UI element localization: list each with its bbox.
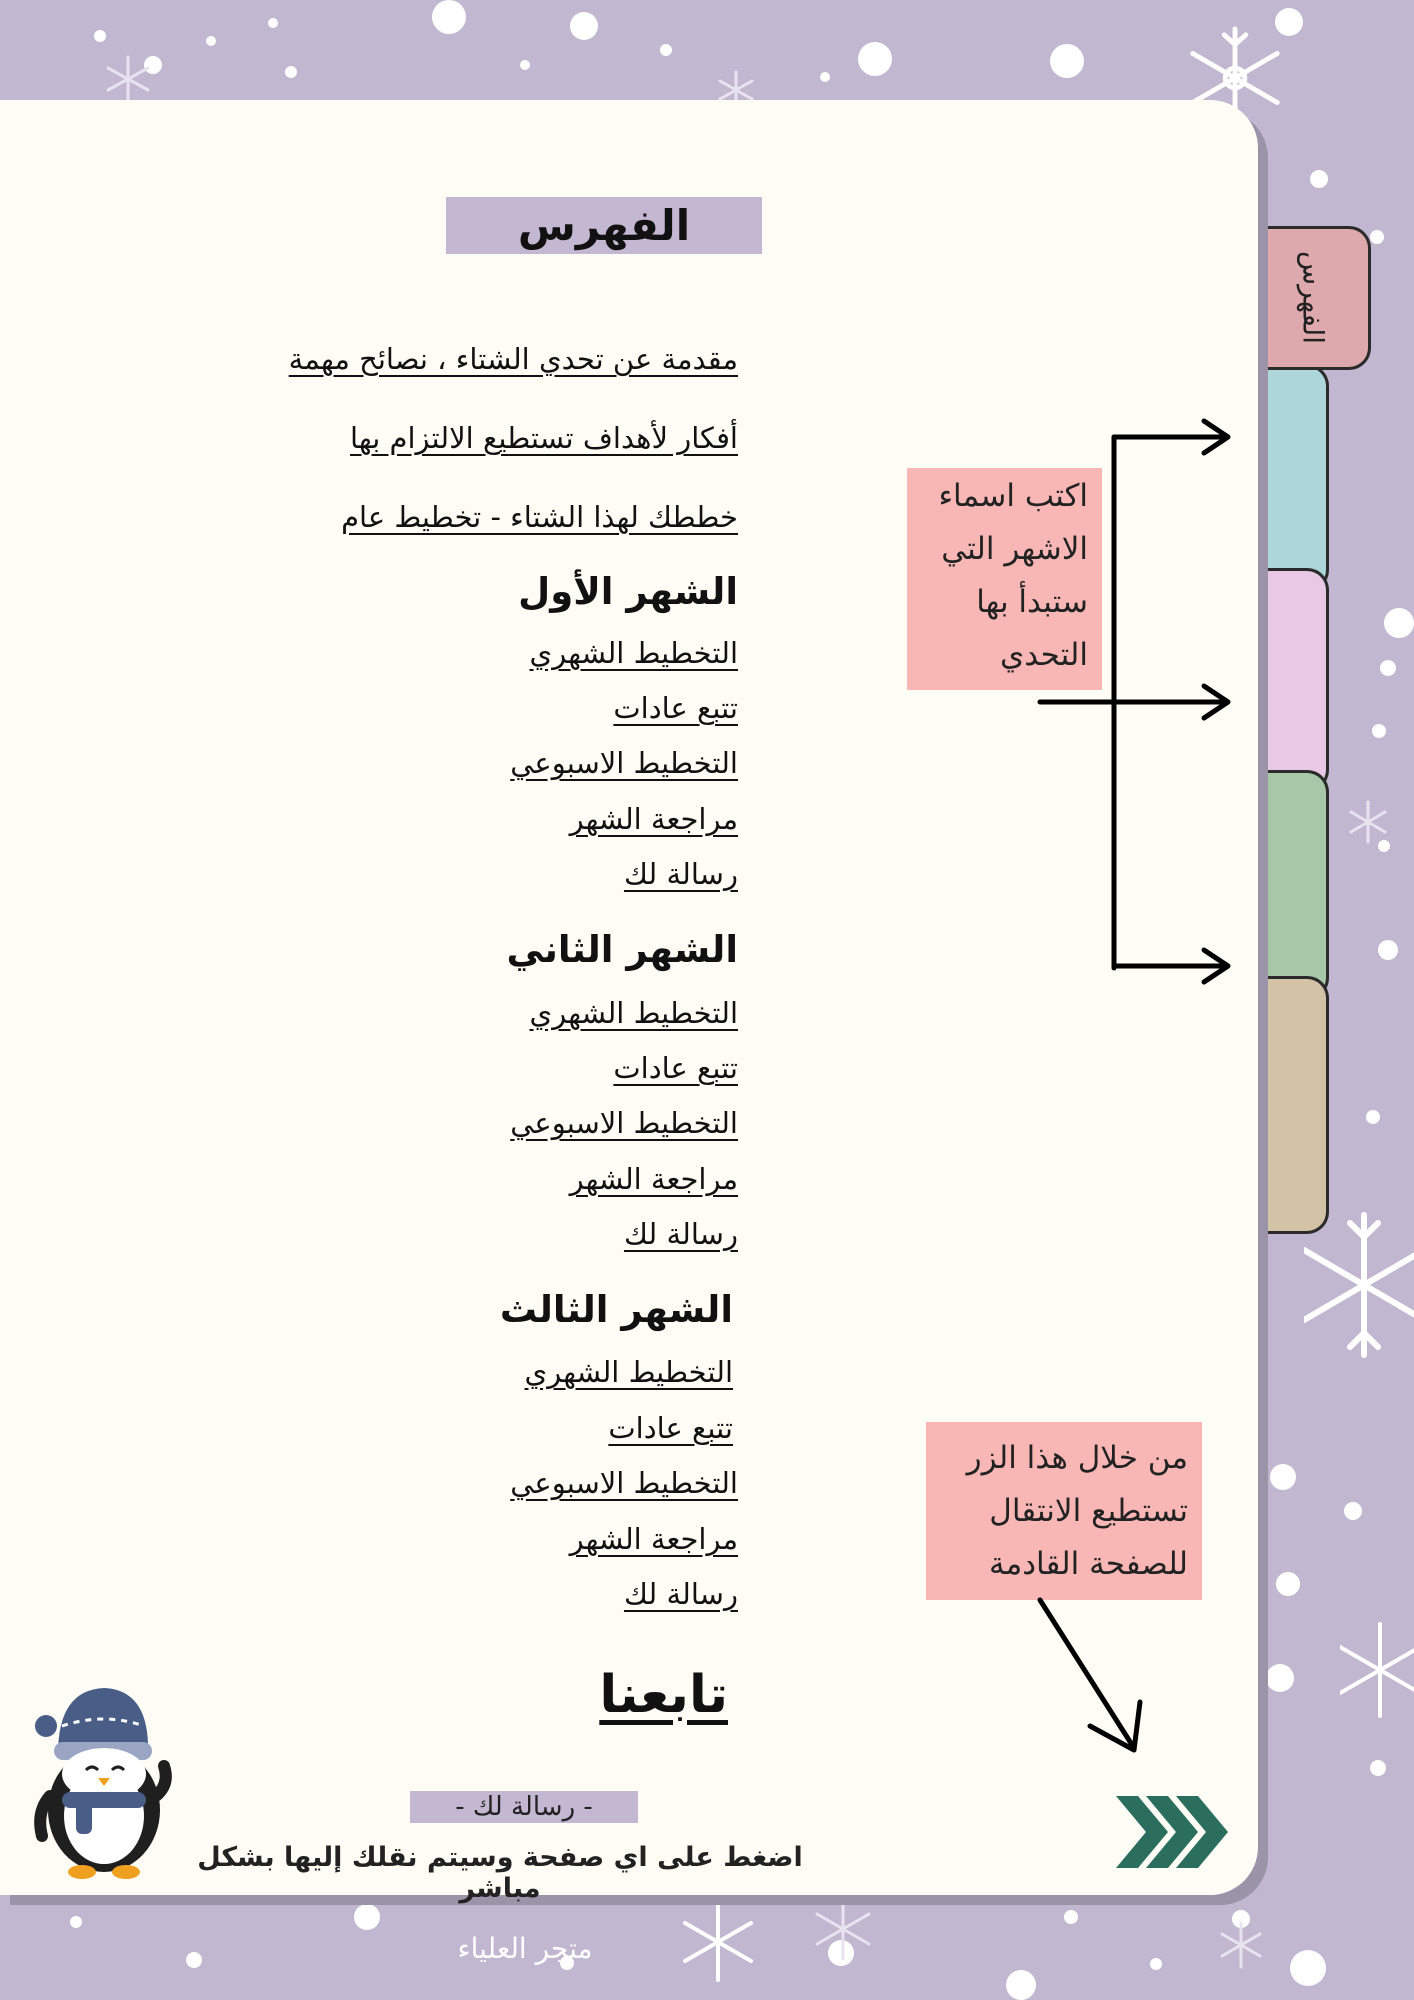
- penguin-icon: [32, 1676, 172, 1882]
- month-1-letter[interactable]: رسالة لك: [623, 857, 738, 891]
- month-2-letter[interactable]: رسالة لك: [623, 1217, 738, 1251]
- month-2-monthly-planning[interactable]: التخطيط الشهري: [529, 996, 738, 1030]
- tab-index-label: الفهرس: [1296, 251, 1330, 345]
- month-3-monthly-planning[interactable]: التخطيط الشهري: [524, 1355, 733, 1389]
- month-2-title[interactable]: الشهر الثاني: [506, 928, 738, 971]
- month-2-weekly-planning[interactable]: التخطيط الاسبوعي: [510, 1106, 738, 1140]
- months-note-line: الاشهر التي: [941, 531, 1088, 567]
- follow-us-heading: تابعنا: [599, 1665, 728, 1725]
- month-1-habit-tracker[interactable]: تتبع عادات: [613, 691, 738, 725]
- footer-store-name: متجر العلياء: [457, 1932, 593, 1965]
- month-3-title[interactable]: الشهر الثالث: [499, 1288, 733, 1331]
- toc-link-plans[interactable]: خططك لهذا الشتاء - تخطيط عام: [341, 500, 738, 534]
- next-note-line: من خلال هذا الزر: [966, 1440, 1188, 1476]
- toc-link-goals[interactable]: أفكار لأهداف تستطيع الالتزام بها: [350, 421, 738, 455]
- toc-link-intro[interactable]: مقدمة عن تحدي الشتاء ، نصائح مهمة: [288, 342, 738, 376]
- instruction-text: اضغط على اي صفحة وسيتم نقلك إليها بشكل مباشر: [197, 1842, 803, 1904]
- next-arrow-pointer: [1040, 1600, 1140, 1750]
- months-note-line: اكتب اسماء: [938, 478, 1088, 514]
- month-2-month-review[interactable]: مراجعة الشهر: [569, 1162, 738, 1196]
- month-3-habit-tracker[interactable]: تتبع عادات: [608, 1411, 733, 1445]
- months-note-line: ستبدأ بها: [976, 584, 1088, 620]
- next-note-line: تستطيع الانتقال: [989, 1493, 1188, 1529]
- months-note-line: التحدي: [1000, 637, 1088, 673]
- bracket-arrows: [1040, 421, 1228, 982]
- next-note-line: للصفحة القادمة: [989, 1546, 1188, 1582]
- month-1-title[interactable]: الشهر الأول: [518, 570, 738, 613]
- page-title: الفهرس: [446, 197, 762, 254]
- letter-link[interactable]: - رسالة لك -: [410, 1791, 638, 1823]
- month-1-weekly-planning[interactable]: التخطيط الاسبوعي: [510, 746, 738, 780]
- month-3-weekly-planning[interactable]: التخطيط الاسبوعي: [510, 1466, 738, 1500]
- month-3-letter[interactable]: رسالة لك: [623, 1577, 738, 1611]
- month-1-monthly-planning[interactable]: التخطيط الشهري: [529, 636, 738, 670]
- month-3-month-review[interactable]: مراجعة الشهر: [569, 1522, 738, 1556]
- month-1-month-review[interactable]: مراجعة الشهر: [569, 802, 738, 836]
- triple-chevron-left-icon[interactable]: [1116, 1790, 1230, 1874]
- month-2-habit-tracker[interactable]: تتبع عادات: [613, 1051, 738, 1085]
